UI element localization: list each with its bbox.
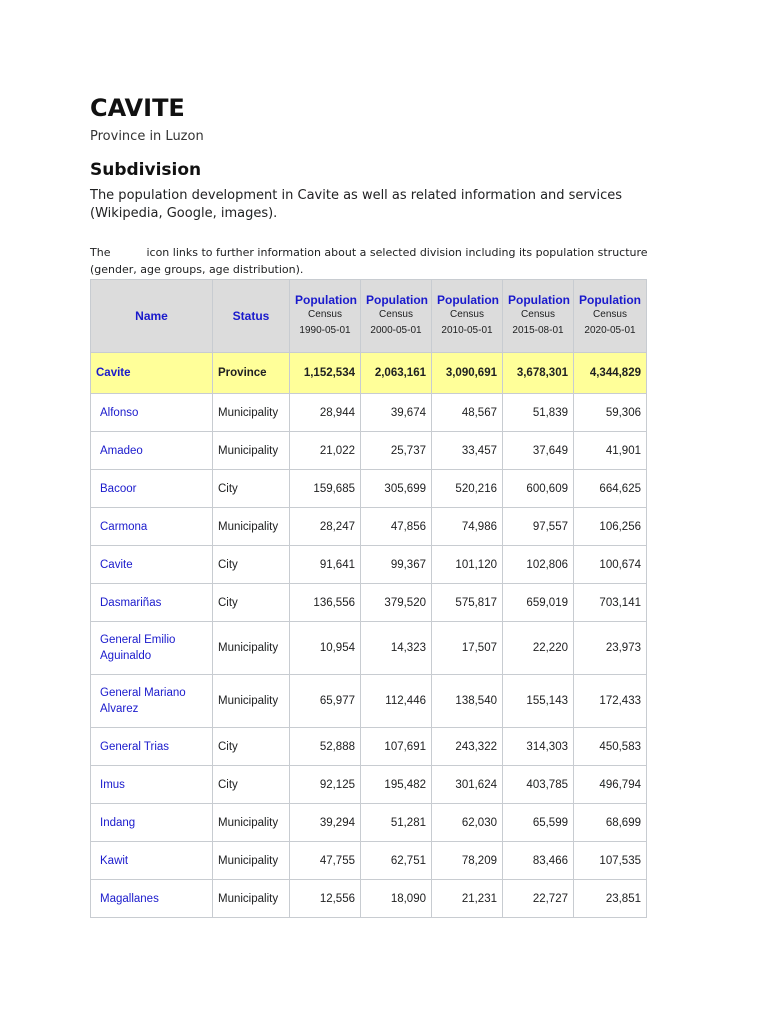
division-name-link[interactable]: Imus xyxy=(91,766,213,804)
table-row xyxy=(91,622,647,675)
population-cell: 305,699 xyxy=(361,470,432,508)
population-cell: 403,785 xyxy=(503,766,574,804)
population-cell: 47,755 xyxy=(290,842,361,880)
population-cell: 136,556 xyxy=(290,584,361,622)
population-cell: 17,507 xyxy=(432,622,503,675)
division-name-link[interactable]: Magallanes xyxy=(91,880,213,918)
population-cell: 159,685 xyxy=(290,470,361,508)
population-cell: 28,247 xyxy=(290,508,361,546)
population-cell: 97,557 xyxy=(503,508,574,546)
population-cell: 101,120 xyxy=(432,546,503,584)
population-cell: 100,674 xyxy=(574,546,647,584)
header-population-2015[interactable]: Population Census 2015-08-01 xyxy=(503,280,574,353)
section-heading: Subdivision xyxy=(90,160,202,180)
table-row xyxy=(91,766,647,804)
division-status: City xyxy=(213,470,290,508)
population-cell: 112,446 xyxy=(361,675,432,728)
population-cell: 155,143 xyxy=(503,675,574,728)
page-title: CAVITE xyxy=(90,94,185,122)
population-cell: 23,851 xyxy=(574,880,647,918)
division-status: Municipality xyxy=(213,508,290,546)
division-status: City xyxy=(213,584,290,622)
population-cell: 28,944 xyxy=(290,394,361,432)
population-cell: 243,322 xyxy=(432,728,503,766)
population-cell: 138,540 xyxy=(432,675,503,728)
province-row xyxy=(91,353,647,394)
population-cell: 21,022 xyxy=(290,432,361,470)
division-status: Municipality xyxy=(213,622,290,675)
population-cell: 14,323 xyxy=(361,622,432,675)
division-name-link[interactable]: Carmona xyxy=(91,508,213,546)
population-cell: 68,699 xyxy=(574,804,647,842)
division-status: Municipality xyxy=(213,394,290,432)
population-cell: 39,294 xyxy=(290,804,361,842)
population-cell: 379,520 xyxy=(361,584,432,622)
division-name-link[interactable]: General Mariano Alvarez xyxy=(91,675,213,728)
population-cell: 106,256 xyxy=(574,508,647,546)
province-name-link[interactable]: Cavite xyxy=(91,353,213,394)
division-status: City xyxy=(213,728,290,766)
division-status: City xyxy=(213,546,290,584)
population-cell: 520,216 xyxy=(432,470,503,508)
division-status: Municipality xyxy=(213,804,290,842)
population-cell: 21,231 xyxy=(432,880,503,918)
population-cell: 92,125 xyxy=(290,766,361,804)
population-cell: 496,794 xyxy=(574,766,647,804)
division-name-link[interactable]: Kawit xyxy=(91,842,213,880)
population-cell: 23,973 xyxy=(574,622,647,675)
table-row xyxy=(91,584,647,622)
province-status: Province xyxy=(213,353,290,394)
division-name-link[interactable]: Amadeo xyxy=(91,432,213,470)
population-cell: 22,220 xyxy=(503,622,574,675)
intro-text: The population development in Cavite as well as related information and services (Wikipedia, Google, images). xyxy=(90,188,623,221)
population-cell: 102,806 xyxy=(503,546,574,584)
table-row xyxy=(91,546,647,584)
population-cell: 83,466 xyxy=(503,842,574,880)
population-cell: 65,977 xyxy=(290,675,361,728)
table-row xyxy=(91,432,647,470)
division-name-link[interactable]: General Emilio Aguinaldo xyxy=(91,622,213,675)
header-name[interactable]: Name xyxy=(91,280,213,353)
page-subtitle: Province in Luzon xyxy=(90,129,204,144)
province-pop-2000: 2,063,161 xyxy=(361,353,432,394)
population-cell: 74,986 xyxy=(432,508,503,546)
population-cell: 51,281 xyxy=(361,804,432,842)
province-pop-2015: 3,678,301 xyxy=(503,353,574,394)
population-cell: 37,649 xyxy=(503,432,574,470)
header-population-2010[interactable]: Population Census 2010-05-01 xyxy=(432,280,503,353)
header-population-2020[interactable]: Population Census 2020-05-01 xyxy=(574,280,647,353)
table-row xyxy=(91,675,647,728)
population-cell: 659,019 xyxy=(503,584,574,622)
population-cell: 10,954 xyxy=(290,622,361,675)
population-cell: 41,901 xyxy=(574,432,647,470)
division-status: Municipality xyxy=(213,842,290,880)
division-status: City xyxy=(213,766,290,804)
note-suffix: icon links to further information about a selected division including its population structure (gender, age groups, age distribution). xyxy=(90,246,648,276)
population-cell: 47,856 xyxy=(361,508,432,546)
table-row xyxy=(91,508,647,546)
population-cell: 664,625 xyxy=(574,470,647,508)
population-cell: 59,306 xyxy=(574,394,647,432)
table-row xyxy=(91,880,647,918)
province-pop-2020: 4,344,829 xyxy=(574,353,647,394)
population-cell: 195,482 xyxy=(361,766,432,804)
province-pop-1990: 1,152,534 xyxy=(290,353,361,394)
division-status: Municipality xyxy=(213,432,290,470)
population-cell: 301,624 xyxy=(432,766,503,804)
table-row xyxy=(91,842,647,880)
division-name-link[interactable]: General Trias xyxy=(91,728,213,766)
population-cell: 78,209 xyxy=(432,842,503,880)
population-cell: 52,888 xyxy=(290,728,361,766)
province-pop-2010: 3,090,691 xyxy=(432,353,503,394)
population-cell: 51,839 xyxy=(503,394,574,432)
population-cell: 39,674 xyxy=(361,394,432,432)
header-population-2000[interactable]: Population Census 2000-05-01 xyxy=(361,280,432,353)
division-name-link[interactable]: Dasmariñas xyxy=(91,584,213,622)
population-table xyxy=(90,279,647,918)
division-status: Municipality xyxy=(213,675,290,728)
population-cell: 450,583 xyxy=(574,728,647,766)
population-cell: 62,030 xyxy=(432,804,503,842)
division-name-link[interactable]: Indang xyxy=(91,804,213,842)
population-cell: 172,433 xyxy=(574,675,647,728)
header-status[interactable]: Status xyxy=(213,280,290,353)
note-prefix: The xyxy=(90,246,111,259)
table-row xyxy=(91,394,647,432)
table-header-row xyxy=(91,280,647,353)
population-cell: 107,691 xyxy=(361,728,432,766)
table-row xyxy=(91,804,647,842)
population-cell: 18,090 xyxy=(361,880,432,918)
population-cell: 99,367 xyxy=(361,546,432,584)
population-cell: 107,535 xyxy=(574,842,647,880)
population-cell: 62,751 xyxy=(361,842,432,880)
icon-note xyxy=(90,244,690,278)
population-cell: 314,303 xyxy=(503,728,574,766)
population-cell: 12,556 xyxy=(290,880,361,918)
table-row xyxy=(91,470,647,508)
division-name-link[interactable]: Alfonso xyxy=(91,394,213,432)
population-cell: 22,727 xyxy=(503,880,574,918)
table-row xyxy=(91,728,647,766)
population-cell: 91,641 xyxy=(290,546,361,584)
population-cell: 65,599 xyxy=(503,804,574,842)
population-cell: 33,457 xyxy=(432,432,503,470)
population-cell: 600,609 xyxy=(503,470,574,508)
population-cell: 703,141 xyxy=(574,584,647,622)
division-status: Municipality xyxy=(213,880,290,918)
population-cell: 25,737 xyxy=(361,432,432,470)
population-cell: 48,567 xyxy=(432,394,503,432)
population-cell: 575,817 xyxy=(432,584,503,622)
division-name-link[interactable]: Cavite xyxy=(91,546,213,584)
header-population-1990[interactable]: Population Census 1990-05-01 xyxy=(290,280,361,353)
division-name-link[interactable]: Bacoor xyxy=(91,470,213,508)
